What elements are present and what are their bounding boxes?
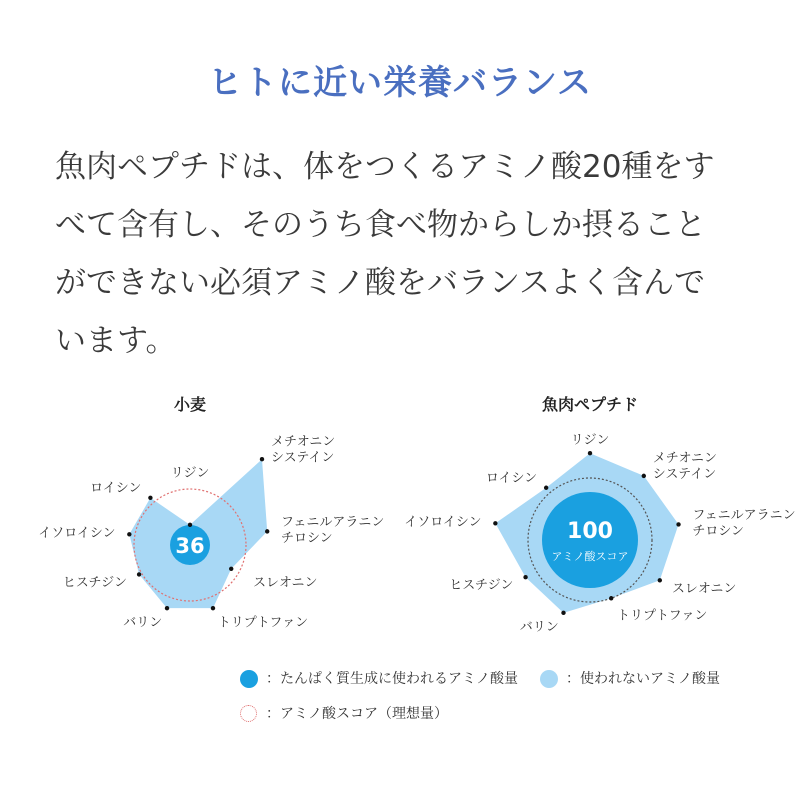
page-heading: ヒトに近い栄養バランス bbox=[208, 63, 592, 103]
axis-label: メチオニン bbox=[270, 434, 336, 450]
data-point bbox=[211, 606, 215, 610]
data-point bbox=[561, 611, 565, 615]
data-point bbox=[148, 496, 152, 500]
legend-ideal-label: ：アミノ酸スコア（理想量） bbox=[266, 706, 448, 722]
data-point bbox=[127, 532, 131, 536]
description-line: ができない必須アミノ酸をバランスよく含んで bbox=[55, 265, 706, 301]
data-point bbox=[265, 529, 269, 533]
axis-label: メチオニン bbox=[652, 451, 718, 467]
score-label: アミノ酸スコア bbox=[551, 550, 629, 563]
axis-label: チロシン bbox=[692, 523, 745, 539]
axis-label: システイン bbox=[270, 450, 335, 466]
legend-used-swatch bbox=[240, 670, 258, 688]
data-point bbox=[165, 606, 169, 610]
axis-label: ロイシン bbox=[90, 481, 142, 497]
score-value: 100 bbox=[567, 519, 613, 544]
axis-label: イソロイシン bbox=[38, 525, 116, 541]
data-point bbox=[523, 575, 527, 579]
radar-charts bbox=[0, 380, 800, 650]
axis-label: チロシン bbox=[280, 530, 333, 546]
axis-label: ヒスチジン bbox=[449, 578, 514, 594]
axis-label: リジン bbox=[170, 466, 210, 482]
data-point bbox=[609, 596, 613, 600]
data-point bbox=[188, 523, 192, 527]
axis-label: イソロイシン bbox=[404, 514, 482, 530]
axis-label: ロイシン bbox=[485, 471, 538, 487]
axis-label: リジン bbox=[570, 433, 610, 449]
description-text bbox=[55, 138, 755, 370]
axis-label: スレオニン bbox=[253, 575, 318, 591]
description-line: 魚肉ペプチドは、体をつくるアミノ酸20種をす bbox=[55, 149, 715, 185]
axis-label: システイン bbox=[652, 467, 717, 483]
data-point bbox=[260, 457, 264, 461]
chart-title: 魚肉ペプチド bbox=[541, 395, 639, 414]
axis-label: フェニルアラニン bbox=[692, 507, 796, 523]
score-value: 36 bbox=[175, 534, 205, 558]
axis-label: ヒスチジン bbox=[62, 575, 127, 591]
data-point bbox=[137, 572, 141, 576]
axis-label: トリプトファン bbox=[617, 608, 708, 624]
description-line: います。 bbox=[55, 323, 177, 359]
data-point bbox=[642, 474, 646, 478]
axis-label: トリプトファン bbox=[217, 615, 309, 631]
data-point bbox=[676, 522, 680, 526]
data-point bbox=[229, 567, 233, 571]
legend-unused-swatch bbox=[540, 670, 558, 688]
legend-unused-label: ：使われないアミノ酸量 bbox=[566, 671, 720, 687]
axis-label: スレオニン bbox=[671, 581, 737, 597]
legend-ideal-swatch bbox=[240, 705, 257, 722]
data-point bbox=[493, 521, 497, 525]
axis-label: フェニルアラニン bbox=[280, 514, 385, 530]
description-line: べて含有し、そのうち食べ物からしか摂ること bbox=[55, 207, 706, 243]
axis-label: バリン bbox=[519, 619, 559, 635]
chart-title: 小麦 bbox=[173, 395, 207, 414]
data-point bbox=[588, 451, 592, 455]
data-point bbox=[658, 578, 662, 582]
axis-label: バリン bbox=[123, 615, 163, 631]
data-point bbox=[544, 486, 548, 490]
legend-used-label: ：たんぱく質生成に使われるアミノ酸量 bbox=[266, 671, 518, 687]
